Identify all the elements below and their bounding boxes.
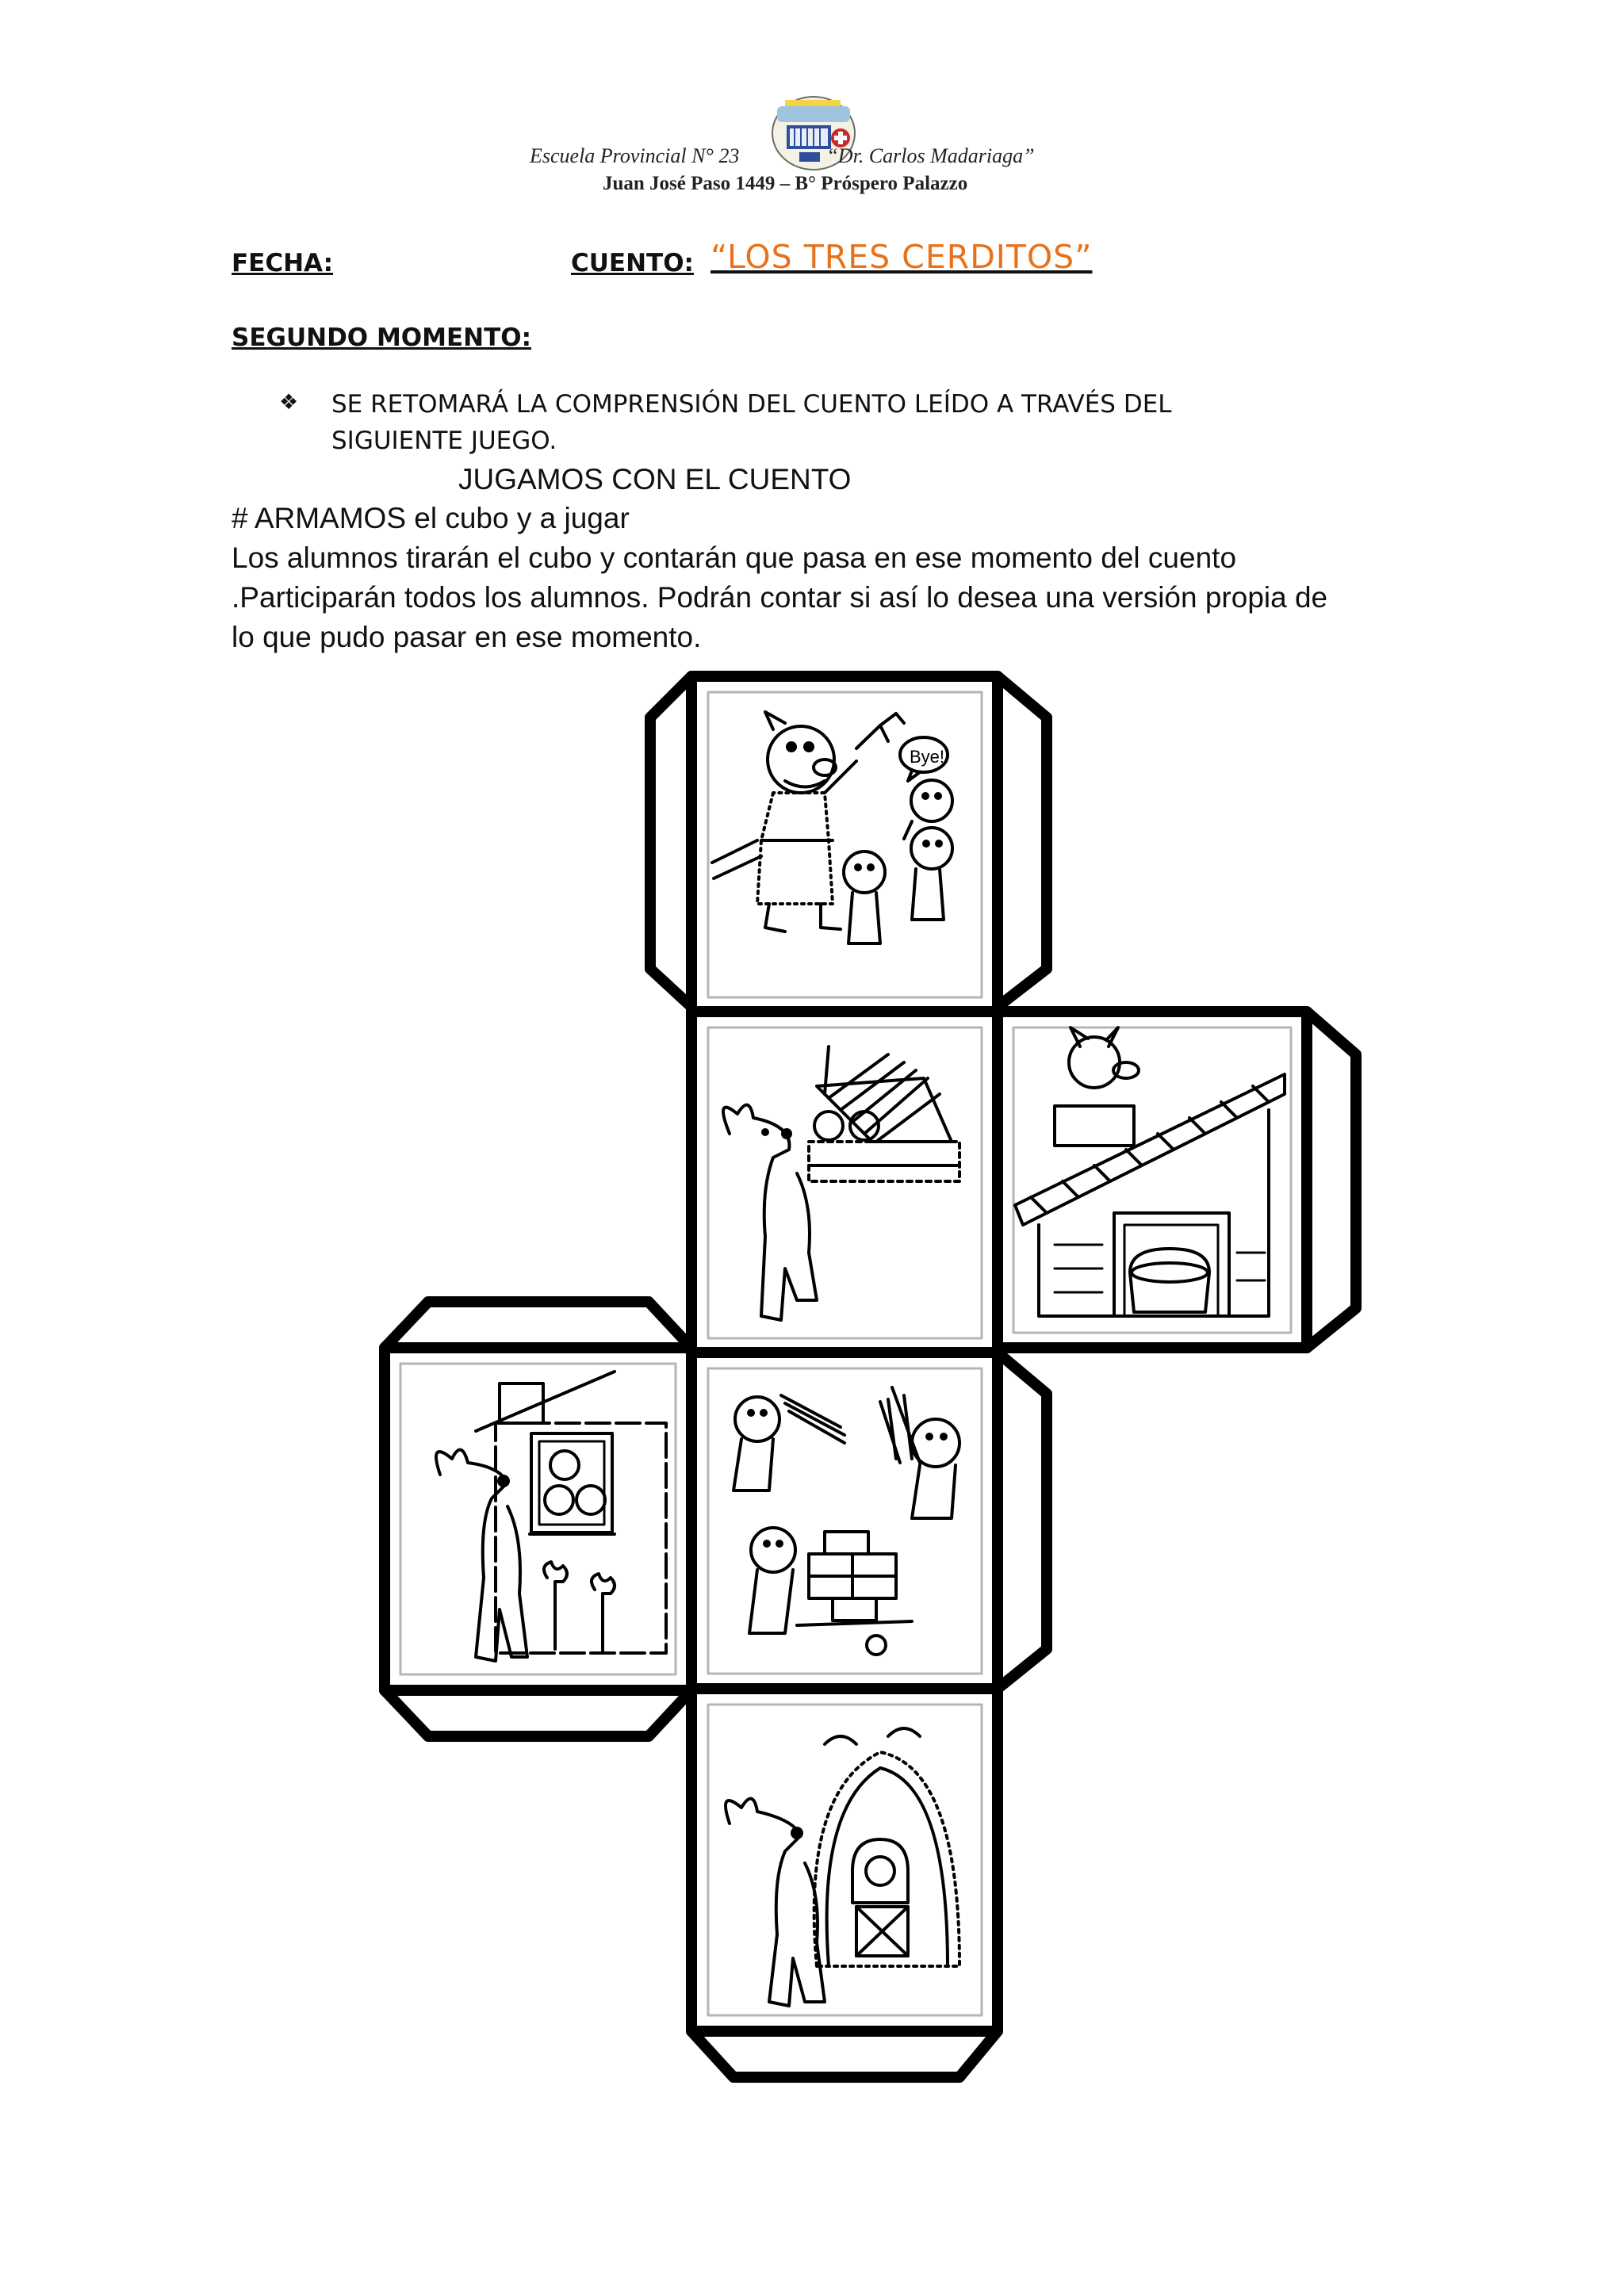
flap-left-bottom: [385, 1690, 691, 1736]
face-5: [691, 1353, 998, 1689]
fecha-label: FECHA:: [232, 249, 334, 277]
speech-bubble-text: Bye!: [910, 747, 945, 767]
face-3: [998, 1012, 1307, 1348]
instructions-line-1: Los alumnos tirarán el cubo y contarán que pasa en ese momento del cuento: [232, 541, 1237, 574]
school-name: [530, 144, 1035, 168]
segundo-momento-label: SEGUNDO MOMENTO:: [232, 323, 532, 352]
jugamos-heading: JUGAMOS CON EL CUENTO: [458, 463, 852, 496]
story-title: “LOS TRES CERDITOS”: [710, 238, 1093, 276]
flap-bottom: [691, 2031, 998, 2077]
bullet-text-line-2: SIGUIENTE JUEGO.: [331, 427, 557, 455]
flap-top-right: [998, 676, 1047, 1007]
cube-net: [373, 664, 1372, 2091]
flap-top-left: [650, 676, 691, 1007]
armamos-instruction: # ARMAMOS el cubo y a jugar: [232, 502, 630, 534]
flap-mid-right: [1307, 1012, 1356, 1348]
instructions-line-3: lo que pudo pasar en ese momento.: [232, 621, 702, 653]
flap-left-top: [385, 1302, 691, 1348]
bullet-text-line-1: SE RETOMARÁ LA COMPRENSIÓN DEL CUENTO LEÍDO A TRAVÉS DEL: [331, 390, 1172, 419]
cuento-label: CUENTO:: [571, 249, 694, 277]
flap-right-of-face5: [998, 1353, 1047, 1689]
school-patron: “Dr. Carlos Madariaga”: [826, 144, 1035, 167]
school-address: Juan José Paso 1449 – B° Próspero Palazzo: [603, 173, 968, 194]
instructions-line-2: .Participarán todos los alumnos. Podrán contar si así lo desea una versión propia de: [232, 581, 1328, 614]
school-number: Escuela Provincial N° 23: [530, 144, 740, 167]
diamond-bullet-icon: ❖: [279, 390, 299, 414]
